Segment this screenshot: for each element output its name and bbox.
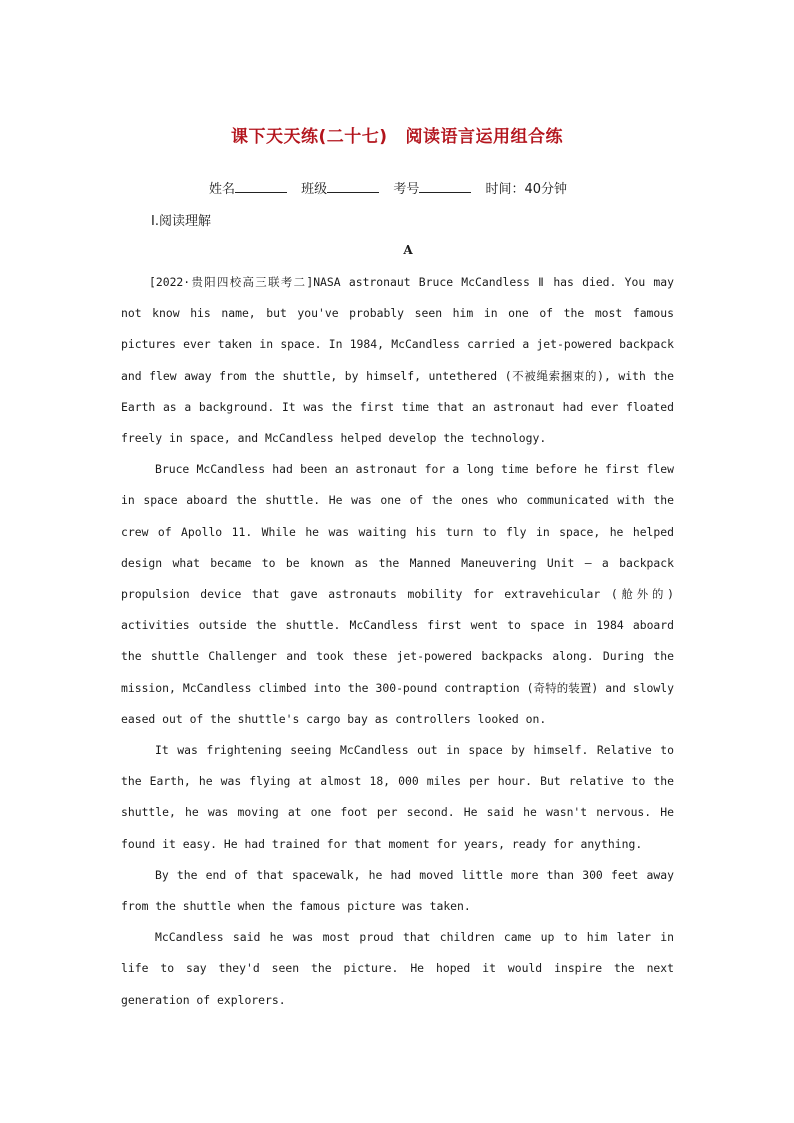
student-info-line bbox=[209, 178, 567, 197]
paragraph: Bruce McCandless had been an astronaut for a long time before he first flew in space aboard the shuttle. He was one of the ones who communicated with the crew of Apollo 11. While he was waiting his turn to fly in space, he helped design what became to be known as the Manned Maneuvering Unit — a backpack propulsion device that gave astronauts mobility for extravehicular (舱外的) activities outside the shuttle. McCandless first went to space in 1984 aboard the shuttle Challenger and took these jet-powered backpacks along. During the mission, McCandless climbed into the 300-pound contraption (奇特的装置) and slowly eased out of the shuttle's cargo bay as controllers looked on. bbox=[121, 462, 674, 726]
paragraph: McCandless said he was most proud that children came up to him later in life to say they'd seen the picture. He hoped it would inspire the next generation of explorers. bbox=[121, 930, 674, 1007]
class-label: 班级 bbox=[301, 182, 328, 197]
name-blank bbox=[235, 181, 287, 193]
passage-body bbox=[121, 267, 674, 1016]
paragraph: It was frightening seeing McCandless out in space by himself. Relative to the Earth, he was flying at almost 18, 000 miles per hour. But relative to the shuttle, he was moving at one foot per second. He said he wasn't nervous. He found it easy. He had trained for that moment for years, ready for anything. bbox=[121, 743, 674, 851]
paragraph: By the end of that spacewalk, he had moved little more than 300 feet away from the shuttle when the famous picture was taken. bbox=[121, 867, 674, 914]
exam-no-label: 考号 bbox=[393, 182, 420, 197]
passage-label: A bbox=[403, 243, 413, 257]
exam-no-blank bbox=[419, 181, 471, 193]
paragraph: [2022·贵阳四校高三联考二]NASA astronaut Bruce McCandless Ⅱ has died. You may not know his name, but you've probably seen him in one of the most famous pictures ever taken in space. In 1984, McCandless carried a jet-powered backpack and flew away from the shuttle, by himself, untethered (不被绳索捆束的), with the Earth as a background. It was the first time that an astronaut had ever floated freely in space, and McCandless helped develop the technology. bbox=[121, 275, 674, 446]
page-title bbox=[0, 122, 794, 147]
title-series: 课下天天练(二十七) bbox=[230, 127, 388, 147]
time-limit: 时间：40分钟 bbox=[485, 182, 568, 197]
class-blank bbox=[327, 181, 379, 193]
title-topic: 阅读语言运用组合练 bbox=[405, 127, 564, 147]
name-label: 姓名 bbox=[209, 182, 236, 197]
section-heading: Ⅰ.阅读理解 bbox=[151, 214, 211, 229]
